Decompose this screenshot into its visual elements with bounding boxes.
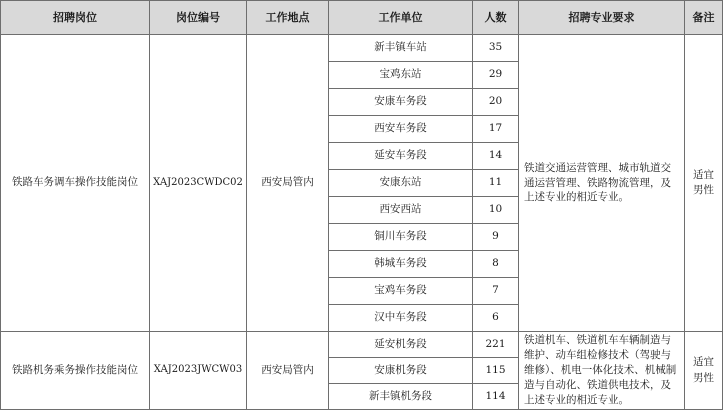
header-position: 招聘岗位 (1, 1, 150, 35)
requirements-cell: 铁道交通运营管理、城市轨道交通运营管理、铁路物流管理，及上述专业的相近专业。 (519, 35, 685, 332)
unit-cell: 新丰镇机务段 (329, 384, 473, 410)
count-cell: 8 (473, 251, 519, 278)
count-cell: 11 (473, 170, 519, 197)
note-line: 男性 (693, 184, 714, 196)
position-cell: 铁路车务调车操作技能岗位 (1, 35, 150, 332)
count-cell: 6 (473, 305, 519, 332)
header-note: 备注 (685, 1, 723, 35)
unit-cell: 新丰镇车站 (329, 35, 473, 62)
note-cell (685, 332, 723, 410)
count-cell: 10 (473, 197, 519, 224)
unit-cell: 延安机务段 (329, 332, 473, 358)
position-cell: 铁路机务乘务操作技能岗位 (1, 332, 150, 410)
unit-cell: 铜川车务段 (329, 224, 473, 251)
count-cell: 115 (473, 358, 519, 384)
note-line: 适宜 (693, 168, 714, 181)
count-cell: 221 (473, 332, 519, 358)
unit-cell: 西安车务段 (329, 116, 473, 143)
requirements-cell: 铁道机车、铁道机车车辆制造与维护、动车组检修技术（驾驶与维修）、机电一体化技术、机械制造与自动化、铁道供电技术，及上述专业的相近专业。 (519, 332, 685, 410)
count-cell: 35 (473, 35, 519, 62)
code-cell: XAJ2023CWDC02 (150, 35, 247, 332)
count-cell: 9 (473, 224, 519, 251)
header-location: 工作地点 (247, 1, 329, 35)
unit-cell: 安康车务段 (329, 89, 473, 116)
count-cell: 29 (473, 62, 519, 89)
unit-cell: 安康东站 (329, 170, 473, 197)
header-row (1, 1, 723, 35)
table-row (1, 35, 723, 62)
unit-cell: 汉中车务段 (329, 305, 473, 332)
location-cell: 西安局管内 (247, 35, 329, 332)
location-cell: 西安局管内 (247, 332, 329, 410)
unit-cell: 安康机务段 (329, 358, 473, 384)
note-line: 男性 (693, 371, 714, 384)
unit-cell: 韩城车务段 (329, 251, 473, 278)
header-count: 人数 (473, 1, 519, 35)
note-cell (685, 35, 723, 332)
count-cell: 7 (473, 278, 519, 305)
count-cell: 114 (473, 384, 519, 410)
count-cell: 20 (473, 89, 519, 116)
header-unit: 工作单位 (329, 1, 473, 35)
note-line: 适宜 (693, 356, 714, 369)
unit-cell: 宝鸡东站 (329, 62, 473, 89)
unit-cell: 西安西站 (329, 197, 473, 224)
unit-cell: 延安车务段 (329, 143, 473, 170)
count-cell: 14 (473, 143, 519, 170)
count-cell: 17 (473, 116, 519, 143)
header-code: 岗位编号 (150, 1, 247, 35)
header-requirements: 招聘专业要求 (519, 1, 685, 35)
unit-cell: 宝鸡车务段 (329, 278, 473, 305)
code-cell: XAJ2023JWCW03 (150, 332, 247, 410)
table-row (1, 332, 723, 358)
